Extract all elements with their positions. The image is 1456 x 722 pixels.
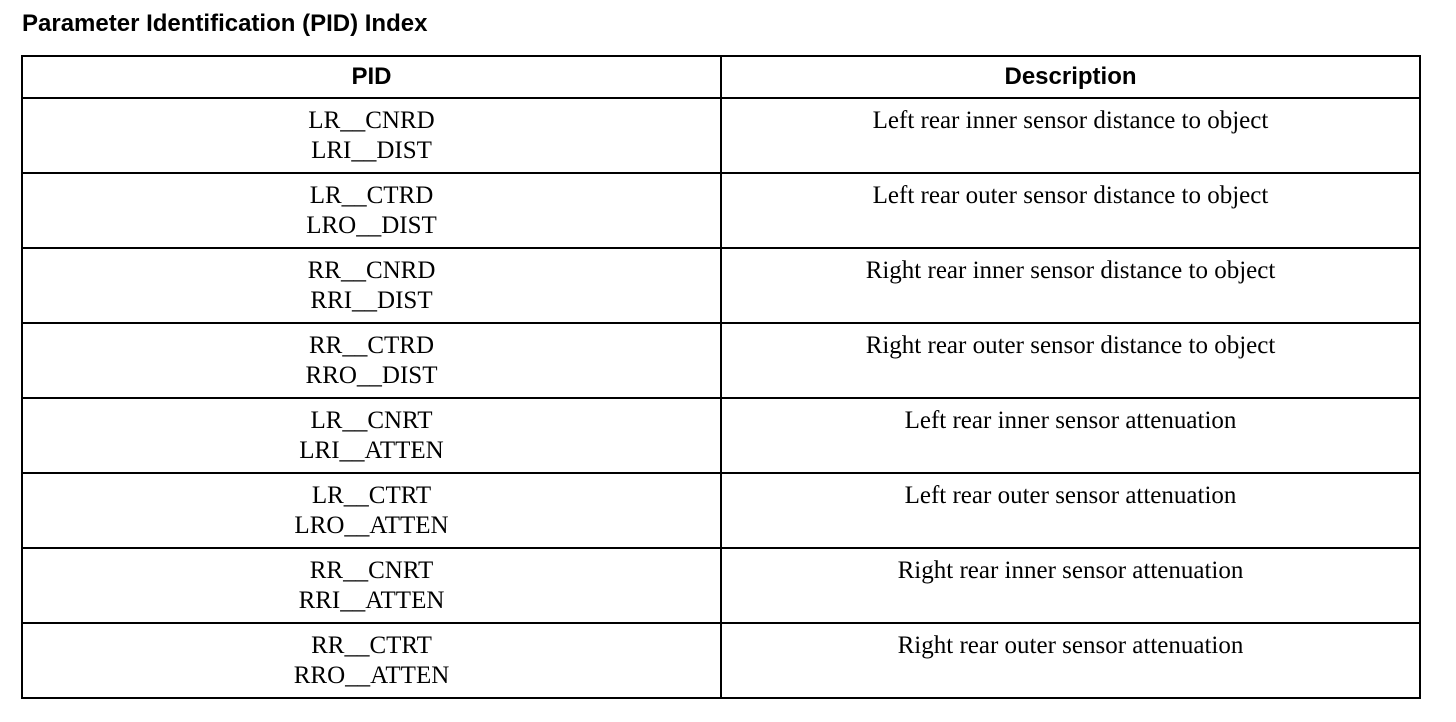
pid-cell — [22, 623, 721, 698]
pid-alias: RRO__ATTEN — [293, 662, 450, 689]
pid-cell — [22, 473, 721, 548]
table-row — [22, 623, 1420, 698]
pid-code: RR__CTRD — [308, 332, 435, 359]
description-cell — [721, 623, 1420, 698]
table-row — [22, 98, 1420, 173]
pid-cell — [22, 323, 721, 398]
table-row — [22, 398, 1420, 473]
description-text: Right rear outer sensor attenuation — [897, 632, 1244, 659]
description-cell — [721, 473, 1420, 548]
description-cell — [721, 173, 1420, 248]
description-cell — [721, 248, 1420, 323]
description-cell — [721, 323, 1420, 398]
table-row — [22, 473, 1420, 548]
table-row — [22, 548, 1420, 623]
pid-alias: RRO__DIST — [305, 362, 438, 389]
description-text: Right rear inner sensor distance to object — [865, 257, 1276, 284]
description-cell — [721, 548, 1420, 623]
pid-code: RR__CNRD — [307, 257, 436, 284]
pid-code: LR__CTRD — [309, 182, 434, 209]
description-text: Right rear inner sensor attenuation — [897, 557, 1244, 584]
pid-alias: RRI__ATTEN — [298, 587, 445, 614]
table-row — [22, 323, 1420, 398]
pid-cell — [22, 548, 721, 623]
pid-column-header: PID — [22, 56, 721, 98]
pid-code: LR__CNRD — [308, 107, 435, 134]
description-cell — [721, 98, 1420, 173]
page-title: Parameter Identification (PID) Index — [22, 10, 428, 37]
description-text: Left rear inner sensor attenuation — [904, 407, 1237, 434]
pid-cell — [22, 98, 721, 173]
table-header-row — [22, 56, 1420, 98]
pid-alias: LRO__ATTEN — [294, 512, 449, 539]
pid-alias: RRI__DIST — [310, 287, 433, 314]
description-text: Right rear outer sensor distance to object — [865, 332, 1276, 359]
description-column-header: Description — [721, 56, 1420, 98]
description-text: Left rear inner sensor distance to object — [872, 107, 1269, 134]
pid-cell — [22, 173, 721, 248]
pid-cell — [22, 248, 721, 323]
description-text: Left rear outer sensor distance to object — [872, 182, 1269, 209]
description-cell — [721, 398, 1420, 473]
pid-alias: LRI__DIST — [311, 137, 432, 164]
pid-code: RR__CNRT — [309, 557, 434, 584]
pid-alias: LRO__DIST — [306, 212, 437, 239]
pid-cell — [22, 398, 721, 473]
pid-code: RR__CTRT — [311, 632, 432, 659]
pid-alias: LRI__ATTEN — [299, 437, 444, 464]
pid-index-table — [21, 55, 1421, 699]
table-row — [22, 248, 1420, 323]
pid-code: LR__CTRT — [311, 482, 432, 509]
table-row — [22, 173, 1420, 248]
description-text: Left rear outer sensor attenuation — [904, 482, 1237, 509]
pid-code: LR__CNRT — [310, 407, 433, 434]
